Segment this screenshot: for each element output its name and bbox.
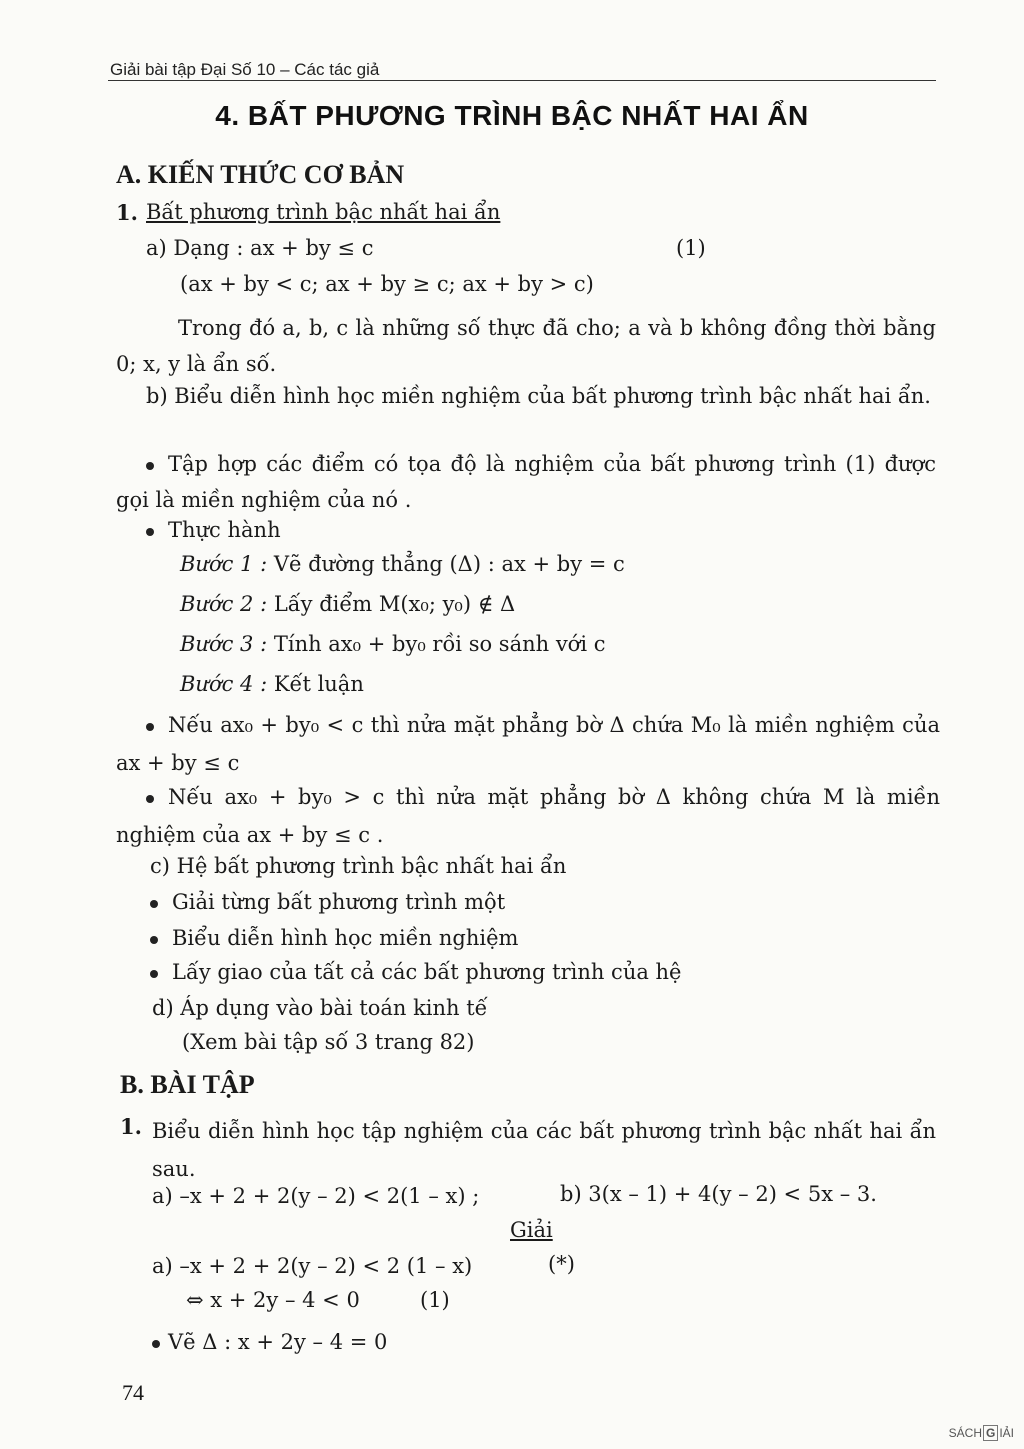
step-2-label: Bước 2 :	[180, 592, 268, 616]
step-2-text: Lấy điểm M(x₀; y₀) ∉ Δ	[273, 592, 516, 616]
step-3	[180, 632, 605, 656]
exercise-1b: b) 3(x – 1) + 4(y – 2) < 5x – 3.	[560, 1182, 877, 1206]
step-4-text: Kết luận	[273, 672, 364, 696]
page-number: 74	[122, 1380, 144, 1405]
item-1-number: 1.	[116, 200, 138, 225]
bullet-practice	[146, 518, 281, 542]
equivalent-tag: (1)	[420, 1288, 450, 1312]
part-d-reference: (Xem bài tập số 3 trang 82)	[182, 1030, 475, 1054]
step-3-label: Bước 3 :	[180, 632, 268, 656]
step-2	[180, 592, 515, 616]
solution-a-line: a) –x + 2 + 2(y – 2) < 2 (1 – x)	[152, 1254, 473, 1278]
step-4-label: Bước 4 :	[180, 672, 268, 696]
step-3-text: Tính ax₀ + by₀ rồi so sánh với c	[273, 632, 606, 656]
bullet-icon	[146, 723, 154, 731]
exercise-1-text: Biểu diễn hình học tập nghiệm của các bất phương trình bậc nhất hai ẩn sau.	[152, 1119, 936, 1181]
step-4	[180, 672, 364, 696]
draw-line-text: Vẽ Δ : x + 2y – 4 = 0	[168, 1330, 388, 1354]
solution-label: Giải	[510, 1218, 553, 1242]
part-c-line: c) Hệ bất phương trình bậc nhất hai ẩn	[150, 854, 567, 878]
running-header: Giải bài tập Đại Số 10 – Các tác giả	[110, 60, 380, 79]
step-1-label: Bước 1 :	[180, 552, 268, 576]
step-1-text: Vẽ đường thẳng (Δ) : ax + by = c	[273, 552, 625, 576]
header-rule	[108, 80, 936, 81]
watermark-box: G	[983, 1425, 998, 1441]
section-b-heading: B. BÀI TẬP	[120, 1070, 255, 1099]
system-bullet-1-text: Giải từng bất phương trình một	[172, 890, 506, 914]
bullet-if-greater-text: Nếu ax₀ + by₀ > c thì nửa mặt phẳng bờ Δ không chứa M là miền nghiệm của ax + by ≤ c .	[116, 785, 940, 847]
exercise-1a: a) –x + 2 + 2(y – 2) < 2(1 – x) ;	[152, 1184, 480, 1208]
bullet-icon	[146, 795, 154, 803]
system-bullet-2	[150, 926, 518, 950]
section-a-heading: A. KIẾN THỨC CƠ BẢN	[116, 160, 405, 189]
bullet-practice-text: Thực hành	[168, 518, 281, 542]
step-1	[180, 552, 625, 576]
part-b-line: b) Biểu diễn hình học miền nghiệm của bất phương trình bậc nhất hai ẩn.	[146, 384, 931, 408]
bullet-if-less	[116, 706, 940, 782]
solution-a-tag: (*)	[548, 1252, 575, 1276]
equation-number-1: (1)	[676, 236, 706, 260]
system-bullet-3	[150, 960, 682, 984]
bullet-if-greater	[116, 778, 940, 854]
form-line: a) Dạng : ax + by ≤ c	[146, 236, 374, 260]
chapter-title: 4. BẤT PHƯƠNG TRÌNH BẬC NHẤT HAI ẨN	[215, 100, 809, 131]
watermark-left: SÁCH	[948, 1426, 982, 1440]
bullet-icon	[150, 936, 158, 944]
bullet-icon	[146, 528, 154, 536]
part-d-line: d) Áp dụng vào bài toán kinh tế	[152, 996, 488, 1020]
bullet-icon	[150, 970, 158, 978]
bullet-solution-set	[116, 446, 936, 518]
bullet-if-less-text: Nếu ax₀ + by₀ < c thì nửa mặt phẳng bờ Δ chứa M₀ là miền nghiệm của ax + by ≤ c	[116, 713, 940, 775]
bullet-icon	[146, 462, 154, 470]
exercise-1-number: 1.	[120, 1114, 142, 1139]
bullet-icon	[152, 1340, 160, 1348]
watermark-logo	[949, 1425, 1014, 1441]
system-bullet-3-text: Lấy giao của tất cả các bất phương trình của hệ	[172, 960, 682, 984]
equivalent-line: ⇔ x + 2y – 4 < 0	[186, 1288, 360, 1312]
variants-line: (ax + by < c; ax + by ≥ c; ax + by > c)	[180, 272, 594, 296]
watermark-right: IẢI	[999, 1426, 1014, 1440]
system-bullet-1	[150, 890, 505, 914]
system-bullet-2-text: Biểu diễn hình học miền nghiệm	[172, 926, 519, 950]
bullet-solution-set-text: Tập hợp các điểm có tọa độ là nghiệm của bất phương trình (1) được gọi là miền nghiệm của nó .	[116, 452, 936, 512]
definition-paragraph: Trong đó a, b, c là những số thực đã cho; a và b không đồng thời bằng 0; x, y là ẩn số.	[116, 316, 936, 376]
bullet-icon	[150, 900, 158, 908]
item-1-title: Bất phương trình bậc nhất hai ẩn	[146, 200, 501, 224]
draw-line	[152, 1330, 387, 1354]
